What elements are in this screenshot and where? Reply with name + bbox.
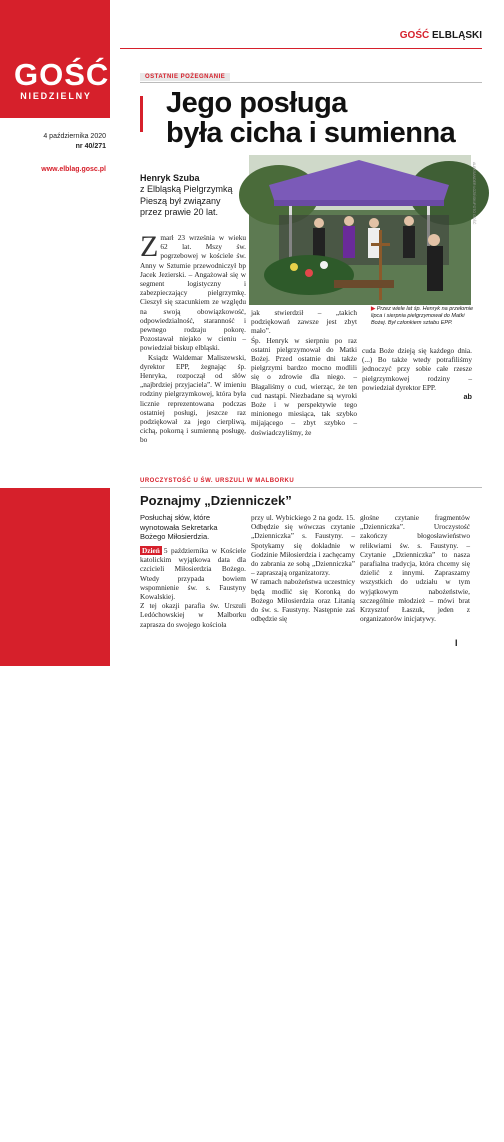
article1-column-2: jak stwierdził – „takich podziękowań zawsze jest zbyt mało”. Śp. Henryk w sierpniu po raz ostatni pielgrzymował do Matki Bożej. Przed ostatnie dni także pielgrzymi bardzo mocno modlili się o zdrowie dla niego. – Błagaliśmy o cud, wierząc, że ten cud nastąpi. Niezbadane są wyroki Boże i w perspektywie tego minionego miesiąca, tak szybko mijającego – zbyt szybko – doświadczyliśmy, że: [251, 308, 357, 437]
funeral-photo-illustration: [249, 155, 471, 305]
page-number: I: [455, 638, 458, 648]
article2-rule: [140, 487, 482, 488]
logo-main: GOŚĆ: [14, 57, 110, 92]
article2-column-2: przy ul. Wybickiego 2 na godz. 15. Odbędzie się wówczas czytanie „Dzienniczka” s. Faustyny. – Spotykamy się dokładnie w Godzinie Miłosierdzia i zachęcamy do zabrania ze sobą „Dzienniczka” – zapraszają organizatorzy. W ramach nabożeństwa uczestnicy będą modlić się Koronką do Bożego Miłosierdzia oraz Litanią do św. s. Faustyny. Następnie zaś odbędzie się: [251, 513, 355, 624]
caption-text-2: Był członkiem sztabu EPP.: [387, 320, 453, 326]
masthead-block: [0, 0, 110, 118]
edition-band: [0, 488, 110, 1142]
article1-headline: [166, 88, 455, 148]
article2-col1-text: 5 października w Kościele katolickim wyjątkowa data dla czcicieli Miłosierdzia Bożego. Wtedy przypada bowiem wspomnienie św. s. Faustyny Kowalskiej. Z tej okazji parafia św. Urszuli Ledóchowskiej w Malborku zaprasza do swojego kościoła: [140, 546, 246, 629]
article1-col1-text: marł 23 września w wieku 62 lat. Mszy św. pogrzebowej w kościele św. Anny w Sztumie przewodniczył bp Jacek Jezierski. – Angażował się w segment logistyczny i zabezpieczający pielgrzymkę. Cieszył się szacunkiem ze względu na swoją obowiązkowość, odpowiedzialność, staranność i pewnego rodzaju pokorę. Pozostawał niejako w cieniu – powiedział biskup elbląski.: [140, 233, 246, 353]
article2-headline: Poznajmy „Dzienniczek”: [140, 493, 292, 508]
caption-text: Przez wiele lat śp. Henryk na przełomie lipca i sierpnia pielgrzymował do Matki Bożej.: [371, 306, 474, 326]
left-sidebar: [0, 0, 110, 1142]
brand-tag-rest: ELBLĄSKI: [429, 30, 482, 41]
article2-dropword: Dzień: [142, 546, 160, 555]
article1-dropcap: Z: [140, 230, 159, 263]
article1-col3-text: cuda Boże dzieją się każdego dnia. (...) Bo także wtedy potrafiliśmy jednoczyć przy sobie całe rzesze pielgrzymkowej rodziny – powiedział dyrektor EPP.: [362, 346, 472, 392]
article1-col1b-text: Ksiądz Waldemar Maliszewski, dyrektor EPP, żegnając śp. Henryka, rozpoczął od słów „najbrdziej przyjaciela”. W imieniu rodziny pielgrzymkowej, która była licznie reprezentowana podczas ostatniej posługi, jeszcze raz podziękował za jego cierpliwą, cichą, pokorną i sumienną posługę, bo: [140, 352, 246, 445]
site-url[interactable]: www.elblag.gosc.pl: [41, 166, 106, 173]
brand-tag-red: GOŚĆ: [399, 30, 430, 41]
brand-tag: [400, 30, 482, 41]
article2-lead: Posłuchaj słów, które wynotowała Sekretarka Bożego Miłosierdzia.: [140, 513, 218, 541]
article1-lead: z Elbląską Pielgrzymką Pieszą był związany przez prawie 20 lat.: [140, 184, 233, 217]
article1-kicker-rule: [140, 82, 482, 83]
article2-column-3: głośne czytanie fragmentów „Dzienniczka”. Uroczystość zakończy błogosławieństwo relikwiami św. s. Faustyny. – Czytanie „Dzienniczka” to nasza parafialna tradycja, która chcemy się dzielić z innymi. Zapraszamy wszystkich do udziału w tym wyjątkowym nabożeństwie, szczególnie młodzież – mówi brat Krzysztof Łaszuk, jeden z organizatorów inicjatywy.: [360, 513, 470, 624]
issue-number: nr 40/271: [75, 143, 106, 150]
edition-title: Diecezja elbląska: [60, 954, 86, 1142]
article1-signature: ab: [463, 392, 472, 402]
article1-author: Henryk Szuba: [140, 173, 200, 183]
photo-credit: ALEKSANDER ŁOZIŃSKI/FOTO GOŚĆ: [472, 162, 476, 225]
photo-caption: [371, 306, 481, 327]
headline-accent-bar: [140, 96, 143, 132]
article1-headline-line1: Jego posługa: [166, 87, 347, 119]
funeral-photo: [249, 155, 471, 305]
article1-column-3: [362, 346, 472, 401]
article1-column-1: [140, 230, 246, 445]
article2-kicker: UROCZYSTOŚĆ U ŚW. URSZULI W MALBORKU: [140, 478, 295, 484]
article1-kicker: OSTATNIE POŻEGNANIE: [140, 73, 230, 81]
masthead-logo: [14, 57, 110, 101]
issue-date: 4 października 2020: [43, 133, 106, 140]
brand-rule: [120, 48, 482, 49]
article1-headline-line2: była cicha i sumienna: [166, 117, 456, 149]
caption-arrow-icon: ▶: [371, 306, 376, 312]
logo-sub: NIEDZIELNY: [20, 91, 92, 101]
article2-column-1: [140, 546, 246, 629]
